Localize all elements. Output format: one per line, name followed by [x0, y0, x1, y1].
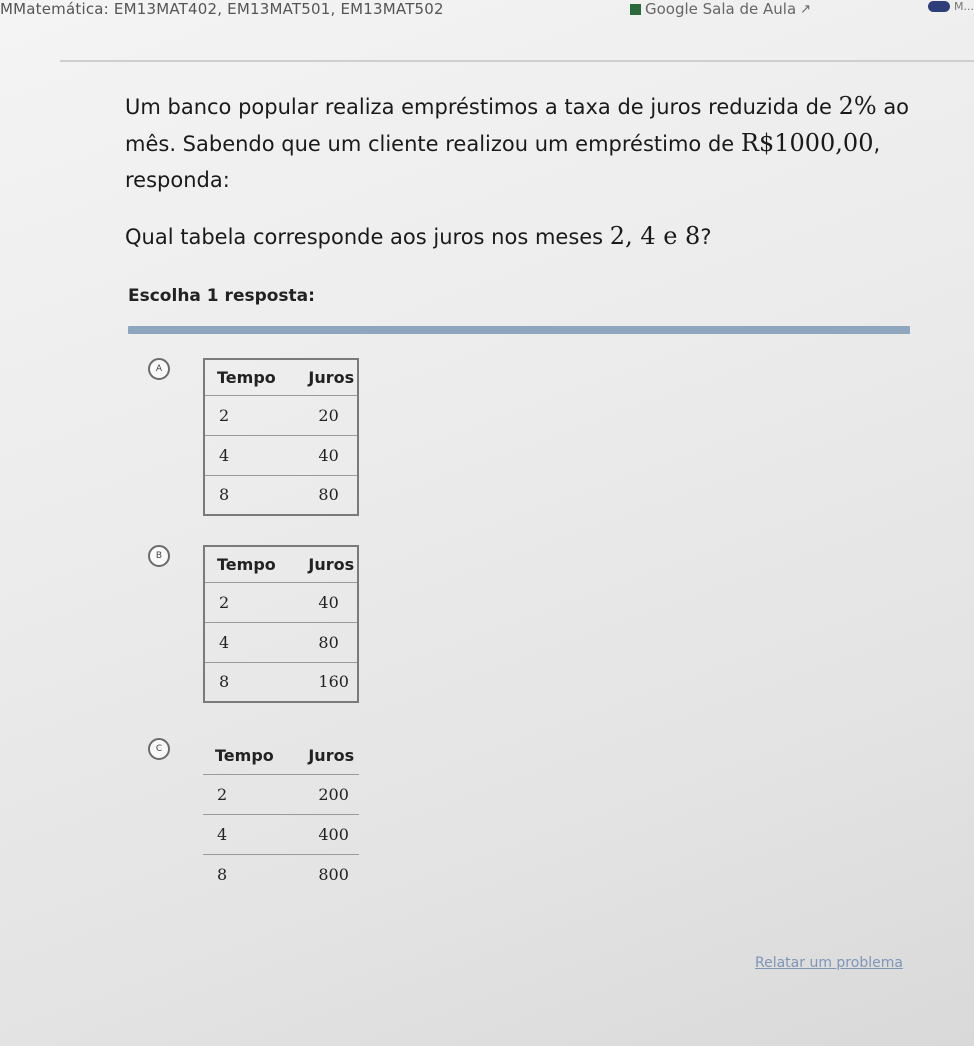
answer-divider [128, 326, 910, 334]
radio-button-a[interactable]: A [148, 358, 170, 380]
juros-cell: 80 [278, 475, 358, 515]
juros-cell: 160 [278, 662, 358, 702]
table-row [204, 662, 358, 702]
table-row [204, 622, 358, 662]
table-header-juros: Juros [308, 554, 355, 574]
option-a-table [203, 358, 359, 516]
google-classroom-icon [630, 4, 641, 15]
table-row [204, 475, 358, 515]
table-row [204, 395, 358, 435]
radio-button-b[interactable]: B [148, 545, 170, 567]
option-c-table [203, 738, 359, 894]
juros-cell: 800 [278, 854, 359, 894]
tempo-cell: 4 [204, 435, 278, 475]
table-header-tempo: Tempo [215, 746, 274, 766]
radio-button-c[interactable]: C [148, 738, 170, 760]
juros-cell: 20 [278, 395, 358, 435]
juros-cell: 200 [278, 774, 359, 814]
external-link-icon: ↗ [800, 1, 812, 17]
juros-cell: 40 [278, 435, 358, 475]
tempo-cell: 2 [204, 395, 278, 435]
google-classroom-label: Google Sala de Aula [645, 0, 797, 18]
question-part-2: ao mês. Sabendo que um cliente realizou um empréstimo de [125, 95, 910, 156]
table-header-juros: Juros [308, 746, 355, 766]
tempo-cell: 8 [204, 475, 278, 515]
prompt-months: 2, 4 e 8 [609, 222, 701, 250]
interest-rate: 2% [838, 92, 877, 120]
juros-cell: 80 [278, 622, 358, 662]
user-avatar-icon [928, 1, 950, 12]
table-header-juros: Juros [308, 367, 355, 387]
question-part-1: Um banco popular realiza empréstimos a taxa de juros reduzida de [125, 95, 839, 119]
user-label: M... [954, 0, 974, 13]
header-divider [60, 60, 974, 62]
question-prompt [125, 222, 711, 250]
table-row [203, 854, 359, 894]
course-title: MMatemática: EM13MAT402, EM13MAT501, EM13MAT502 [0, 0, 444, 18]
user-menu[interactable] [928, 0, 974, 13]
prompt-end: ? [700, 225, 712, 249]
prompt-text: Qual tabela corresponde aos juros nos meses [125, 225, 610, 249]
google-classroom-link[interactable] [630, 0, 811, 18]
table-row [203, 814, 359, 854]
tempo-cell: 8 [204, 662, 278, 702]
choose-label: Escolha 1 resposta: [128, 286, 315, 306]
juros-cell: 400 [278, 814, 359, 854]
table-header-tempo: Tempo [217, 367, 276, 387]
top-bar [0, 0, 974, 20]
table-row [204, 435, 358, 475]
tempo-cell: 8 [203, 854, 278, 894]
question-part-3: , responda: [125, 132, 881, 192]
tempo-cell: 2 [204, 582, 278, 622]
report-problem-link[interactable]: Relatar um problema [755, 955, 903, 971]
table-header-tempo: Tempo [217, 554, 276, 574]
juros-cell: 40 [278, 582, 358, 622]
option-b-table [203, 545, 359, 703]
table-row [203, 774, 359, 814]
tempo-cell: 4 [203, 814, 278, 854]
table-row [204, 582, 358, 622]
loan-amount: R$1000,00 [740, 129, 874, 157]
tempo-cell: 2 [203, 774, 278, 814]
question-text [125, 88, 945, 198]
tempo-cell: 4 [204, 622, 278, 662]
